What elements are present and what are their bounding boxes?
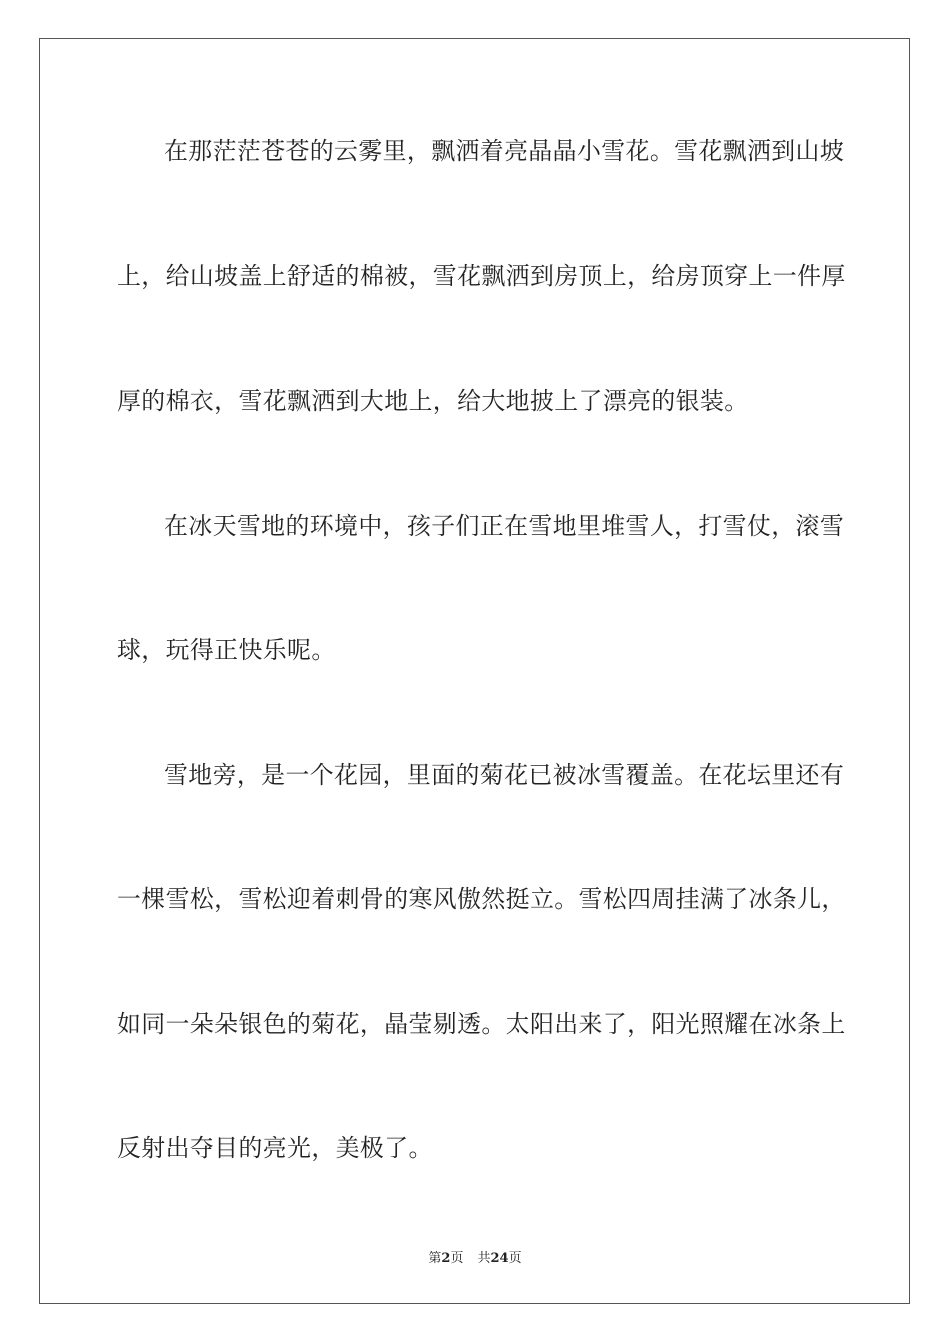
paragraph-3-line-3: 如同一朵朵银色的菊花，晶莹剔透。太阳出来了，阳光照耀在冰条上 [117,1010,846,1038]
paragraph-2-line-1: 在冰天雪地的环境中，孩子们正在雪地里堆雪人，打雪仗，滚雪 [164,512,845,540]
paragraph-3-line-2: 一棵雪松，雪松迎着刺骨的寒风傲然挺立。雪松四周挂满了冰条儿， [117,885,846,913]
footer-page-number: 2 [441,1251,451,1266]
footer-page-prefix: 第 [428,1251,442,1266]
paragraph-1-line-2: 上，给山坡盖上舒适的棉被，雪花飘洒到房顶上，给房顶穿上一件厚 [117,262,846,290]
page-border [39,38,910,1304]
paragraph-2-line-2: 球，玩得正快乐呢。 [117,636,336,664]
paragraph-1-line-3: 厚的棉衣，雪花飘洒到大地上，给大地披上了漂亮的银装。 [117,387,749,415]
paragraph-3-line-1: 雪地旁，是一个花园，里面的菊花已被冰雪覆盖。在花坛里还有 [164,761,845,789]
footer-total-suffix: 页 [508,1251,522,1266]
paragraph-1-line-1: 在那茫茫苍苍的云雾里，飘洒着亮晶晶小雪花。雪花飘洒到山坡 [164,137,845,165]
page-footer [0,1247,950,1266]
footer-page-suffix: 页 [450,1251,464,1266]
footer-total-prefix: 共 [477,1251,491,1266]
footer-total-pages: 24 [490,1251,509,1266]
paragraph-3-line-4: 反射出夺目的亮光，美极了。 [117,1134,433,1162]
